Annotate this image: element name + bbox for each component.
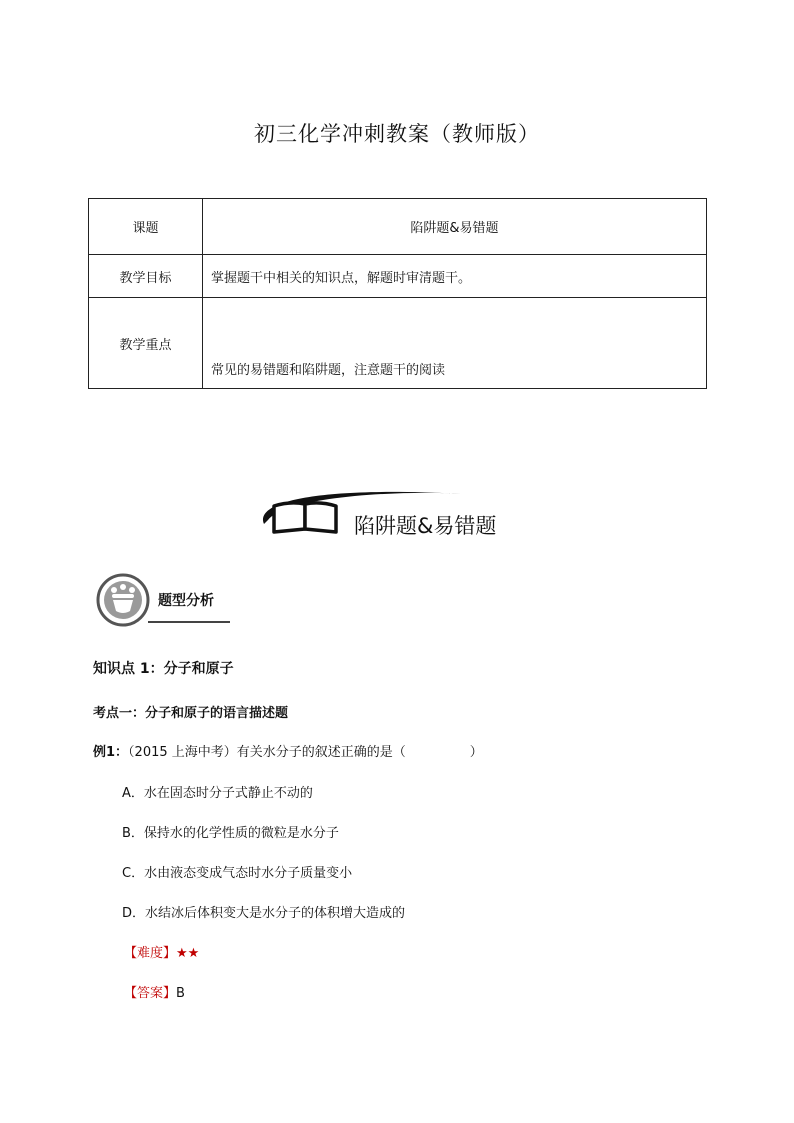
test-point-heading: 考点一：分子和原子的语言描述题 — [93, 706, 289, 721]
table-row — [89, 255, 707, 298]
difficulty-stars: ★★ — [176, 946, 200, 961]
option-a: A．水在固态时分子式静止不动的 — [122, 786, 313, 801]
example-question — [93, 741, 483, 760]
difficulty-line — [124, 942, 199, 961]
difficulty-tag: 【难度】 — [124, 946, 177, 961]
page-title: 初三化学冲刺教案（教师版） — [254, 122, 540, 146]
example-label: 例1： — [93, 745, 129, 760]
lesson-info-table — [88, 198, 707, 389]
focus-value: 常见的易错题和陷阱题，注意题干的阅读 — [203, 298, 707, 389]
topic-label: 课题 — [89, 199, 203, 255]
option-d: D．水结冰后体积变大是水分子的体积增大造成的 — [122, 906, 406, 921]
example-close-paren: ） — [469, 745, 483, 760]
section-underline — [148, 621, 230, 623]
knowledge-point-heading: 知识点 1：分子和原子 — [93, 661, 234, 677]
option-b: B．保持水的化学性质的微粒是水分子 — [122, 826, 339, 841]
answer-value: B — [176, 986, 185, 1001]
example-stem: （2015 上海中考）有关水分子的叙述正确的是（ — [128, 745, 406, 760]
answer-tag: 【答案】 — [124, 986, 177, 1001]
table-row — [89, 298, 707, 389]
option-c: C．水由液态变成气态时水分子质量变小 — [122, 866, 353, 881]
section-title: 题型分析 — [158, 593, 214, 609]
goal-label: 教学目标 — [89, 255, 203, 298]
answer-line — [124, 982, 185, 1001]
topic-value: 陷阱题&易错题 — [203, 199, 707, 255]
focus-label: 教学重点 — [89, 298, 203, 389]
section-badge-icon — [96, 573, 150, 627]
goal-value: 掌握题干中相关的知识点，解题时审清题干。 — [203, 255, 707, 298]
banner-title: 陷阱题&易错题 — [354, 514, 497, 538]
table-row — [89, 199, 707, 255]
